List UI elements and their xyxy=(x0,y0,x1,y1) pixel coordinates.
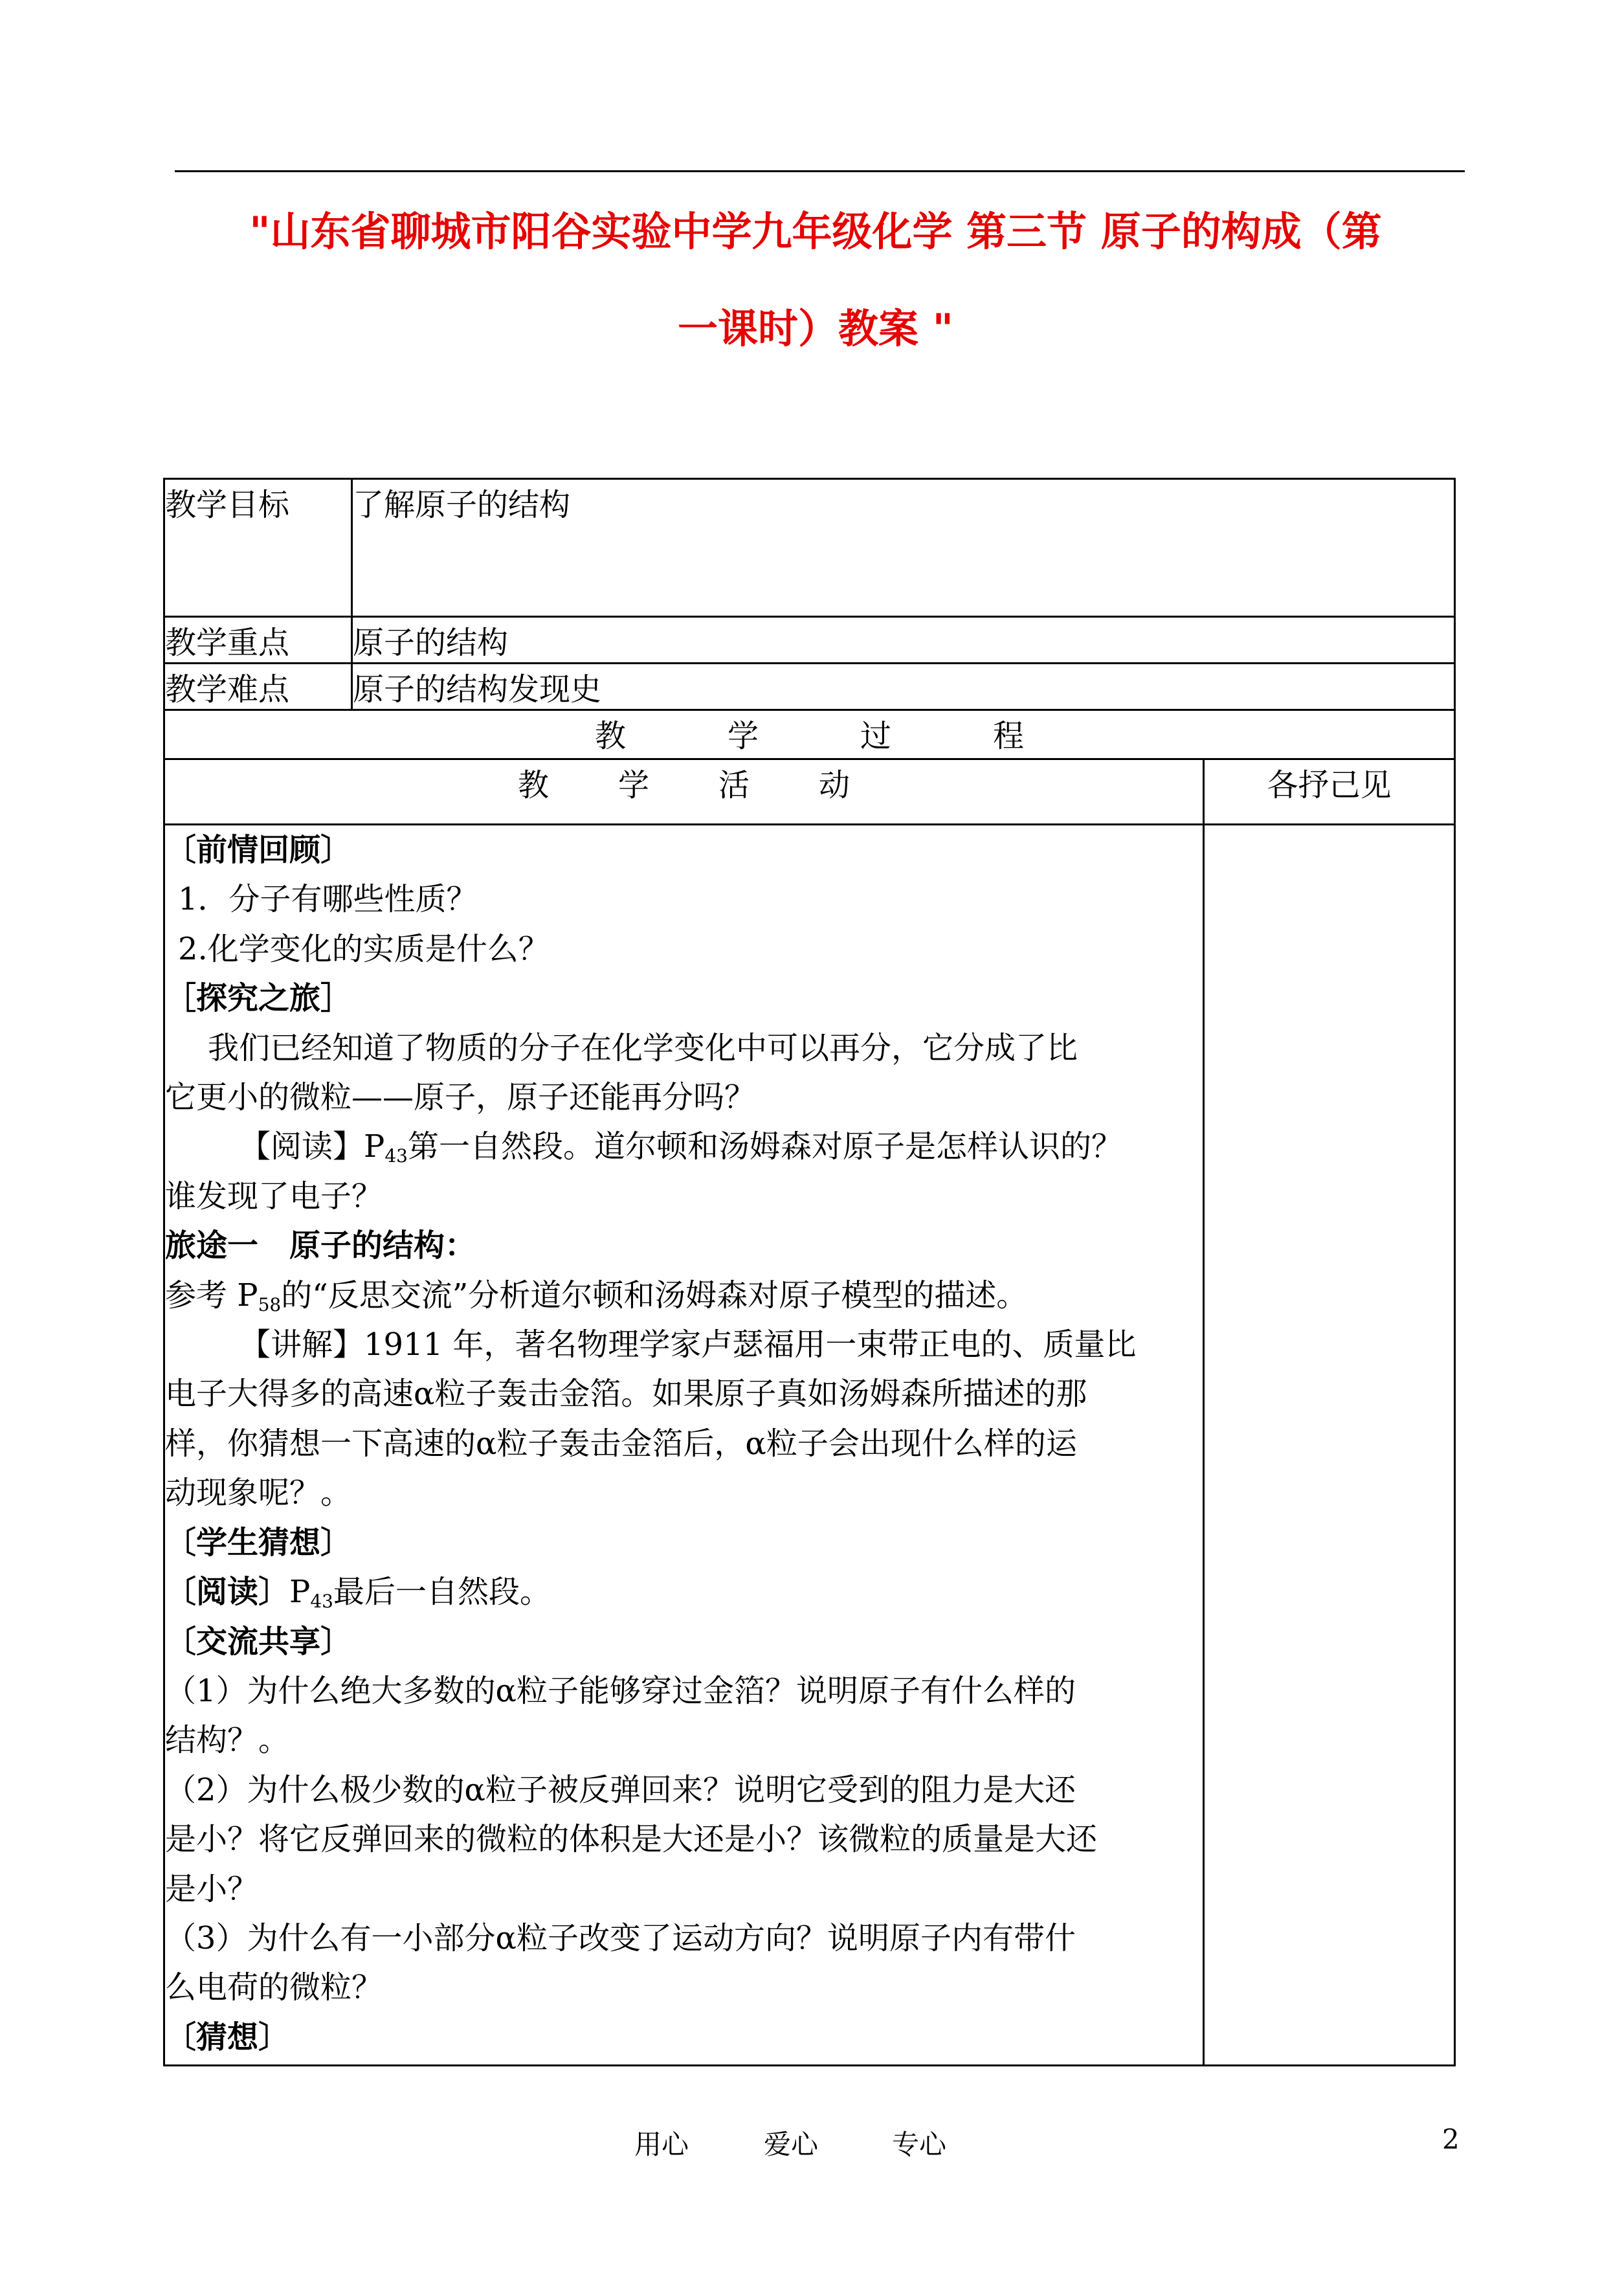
question-line: （1）为什么绝大多数的α粒子能够穿过金箔？说明原子有什么样的 xyxy=(165,1672,1076,1709)
section-heading: 〔交流共享〕 xyxy=(165,1623,352,1660)
question-line: 是小？将它反弹回来的微粒的体积是大还是小？该微粒的质量是大还 xyxy=(165,1821,1098,1858)
activity-header: 教 学 活 动 xyxy=(164,759,1204,825)
row-value: 原子的结构发现史 xyxy=(352,664,1455,710)
section-heading: 〔前情回顾〕 xyxy=(165,832,352,868)
row-label: 教学目标 xyxy=(164,479,352,617)
paragraph-line: 我们已经知道了物质的分子在化学变化中可以再分，它分成了比 xyxy=(208,1029,1078,1066)
question-line: （3）为什么有一小部分α粒子改变了运动方向？说明原子内有带什 xyxy=(165,1919,1076,1956)
header-rule xyxy=(175,170,1465,172)
section-heading: 旅途一 原子的结构： xyxy=(165,1227,476,1264)
row-value: 了解原子的结构 xyxy=(352,479,1455,617)
notes-header: 各抒己见 xyxy=(1204,759,1455,825)
footer-motto: 爱心 xyxy=(764,2129,819,2160)
table-row xyxy=(164,825,1455,2066)
paragraph-line: 【讲解】1911 年，著名物理学家卢瑟福用一束带正电的、质量比 xyxy=(239,1326,1137,1363)
paragraph-line: 样，你猜想一下高速的α粒子轰击金箔后，α粒子会出现什么样的运 xyxy=(165,1425,1077,1462)
row-label: 教学重点 xyxy=(164,617,352,664)
table-row xyxy=(164,617,1455,664)
footer-motto: 用心 xyxy=(634,2129,689,2160)
notes-column xyxy=(1204,825,1455,2066)
question-line: 2.化学变化的实质是什么？ xyxy=(178,930,550,967)
paragraph-line: 动现象呢？。 xyxy=(165,1475,352,1512)
document-title-line2: 一课时）教案 " xyxy=(678,305,953,352)
table-row xyxy=(164,759,1455,825)
paragraph-line: 电子大得多的高速α粒子轰击金箔。如果原子真如汤姆森所描述的那 xyxy=(165,1376,1087,1413)
paragraph-line: 〔阅读〕$P_{43}$最后一自然段。 xyxy=(165,1574,551,1613)
section-heading: 〔学生猜想〕 xyxy=(165,1524,352,1561)
question-line: 1．分子有哪些性质？ xyxy=(178,881,478,918)
table-row xyxy=(164,479,1455,617)
question-line: 结构？。 xyxy=(165,1722,290,1759)
row-value: 原子的结构 xyxy=(352,617,1455,664)
table-row xyxy=(164,710,1455,759)
question-line: 是小？ xyxy=(165,1870,259,1907)
table-row xyxy=(164,664,1455,710)
question-line: （2）为什么极少数的α粒子被反弹回来？说明它受到的阻力是大还 xyxy=(165,1771,1076,1808)
paragraph-line: 【阅读】$P_{43}$第一自然段。道尔顿和汤姆森对原子是怎样认识的？ xyxy=(239,1128,1122,1167)
page-number: 2 xyxy=(1442,2123,1460,2155)
section-heading: ［探究之旅］ xyxy=(165,980,352,1017)
paragraph-line: 参考 $P_{58}$的“反思交流”分析道尔顿和汤姆森对原子模型的描述。 xyxy=(165,1277,1028,1315)
activity-content xyxy=(164,825,1204,2066)
paragraph-line: 它更小的微粒——原子，原子还能再分吗？ xyxy=(165,1079,756,1116)
question-line: 么电荷的微粒？ xyxy=(165,1969,383,2006)
lesson-plan-table xyxy=(163,478,1456,2066)
paragraph-line: 谁发现了电子？ xyxy=(165,1178,383,1214)
footer-motto: 专心 xyxy=(892,2129,947,2160)
section-heading: 〔猜想〕 xyxy=(165,2019,290,2055)
row-label: 教学难点 xyxy=(164,664,352,710)
process-header: 教 学 过 程 xyxy=(164,710,1455,759)
document-title-line1: "山东省聊城市阳谷实验中学九年级化学 第三节 原子的构成（第 xyxy=(249,208,1382,255)
